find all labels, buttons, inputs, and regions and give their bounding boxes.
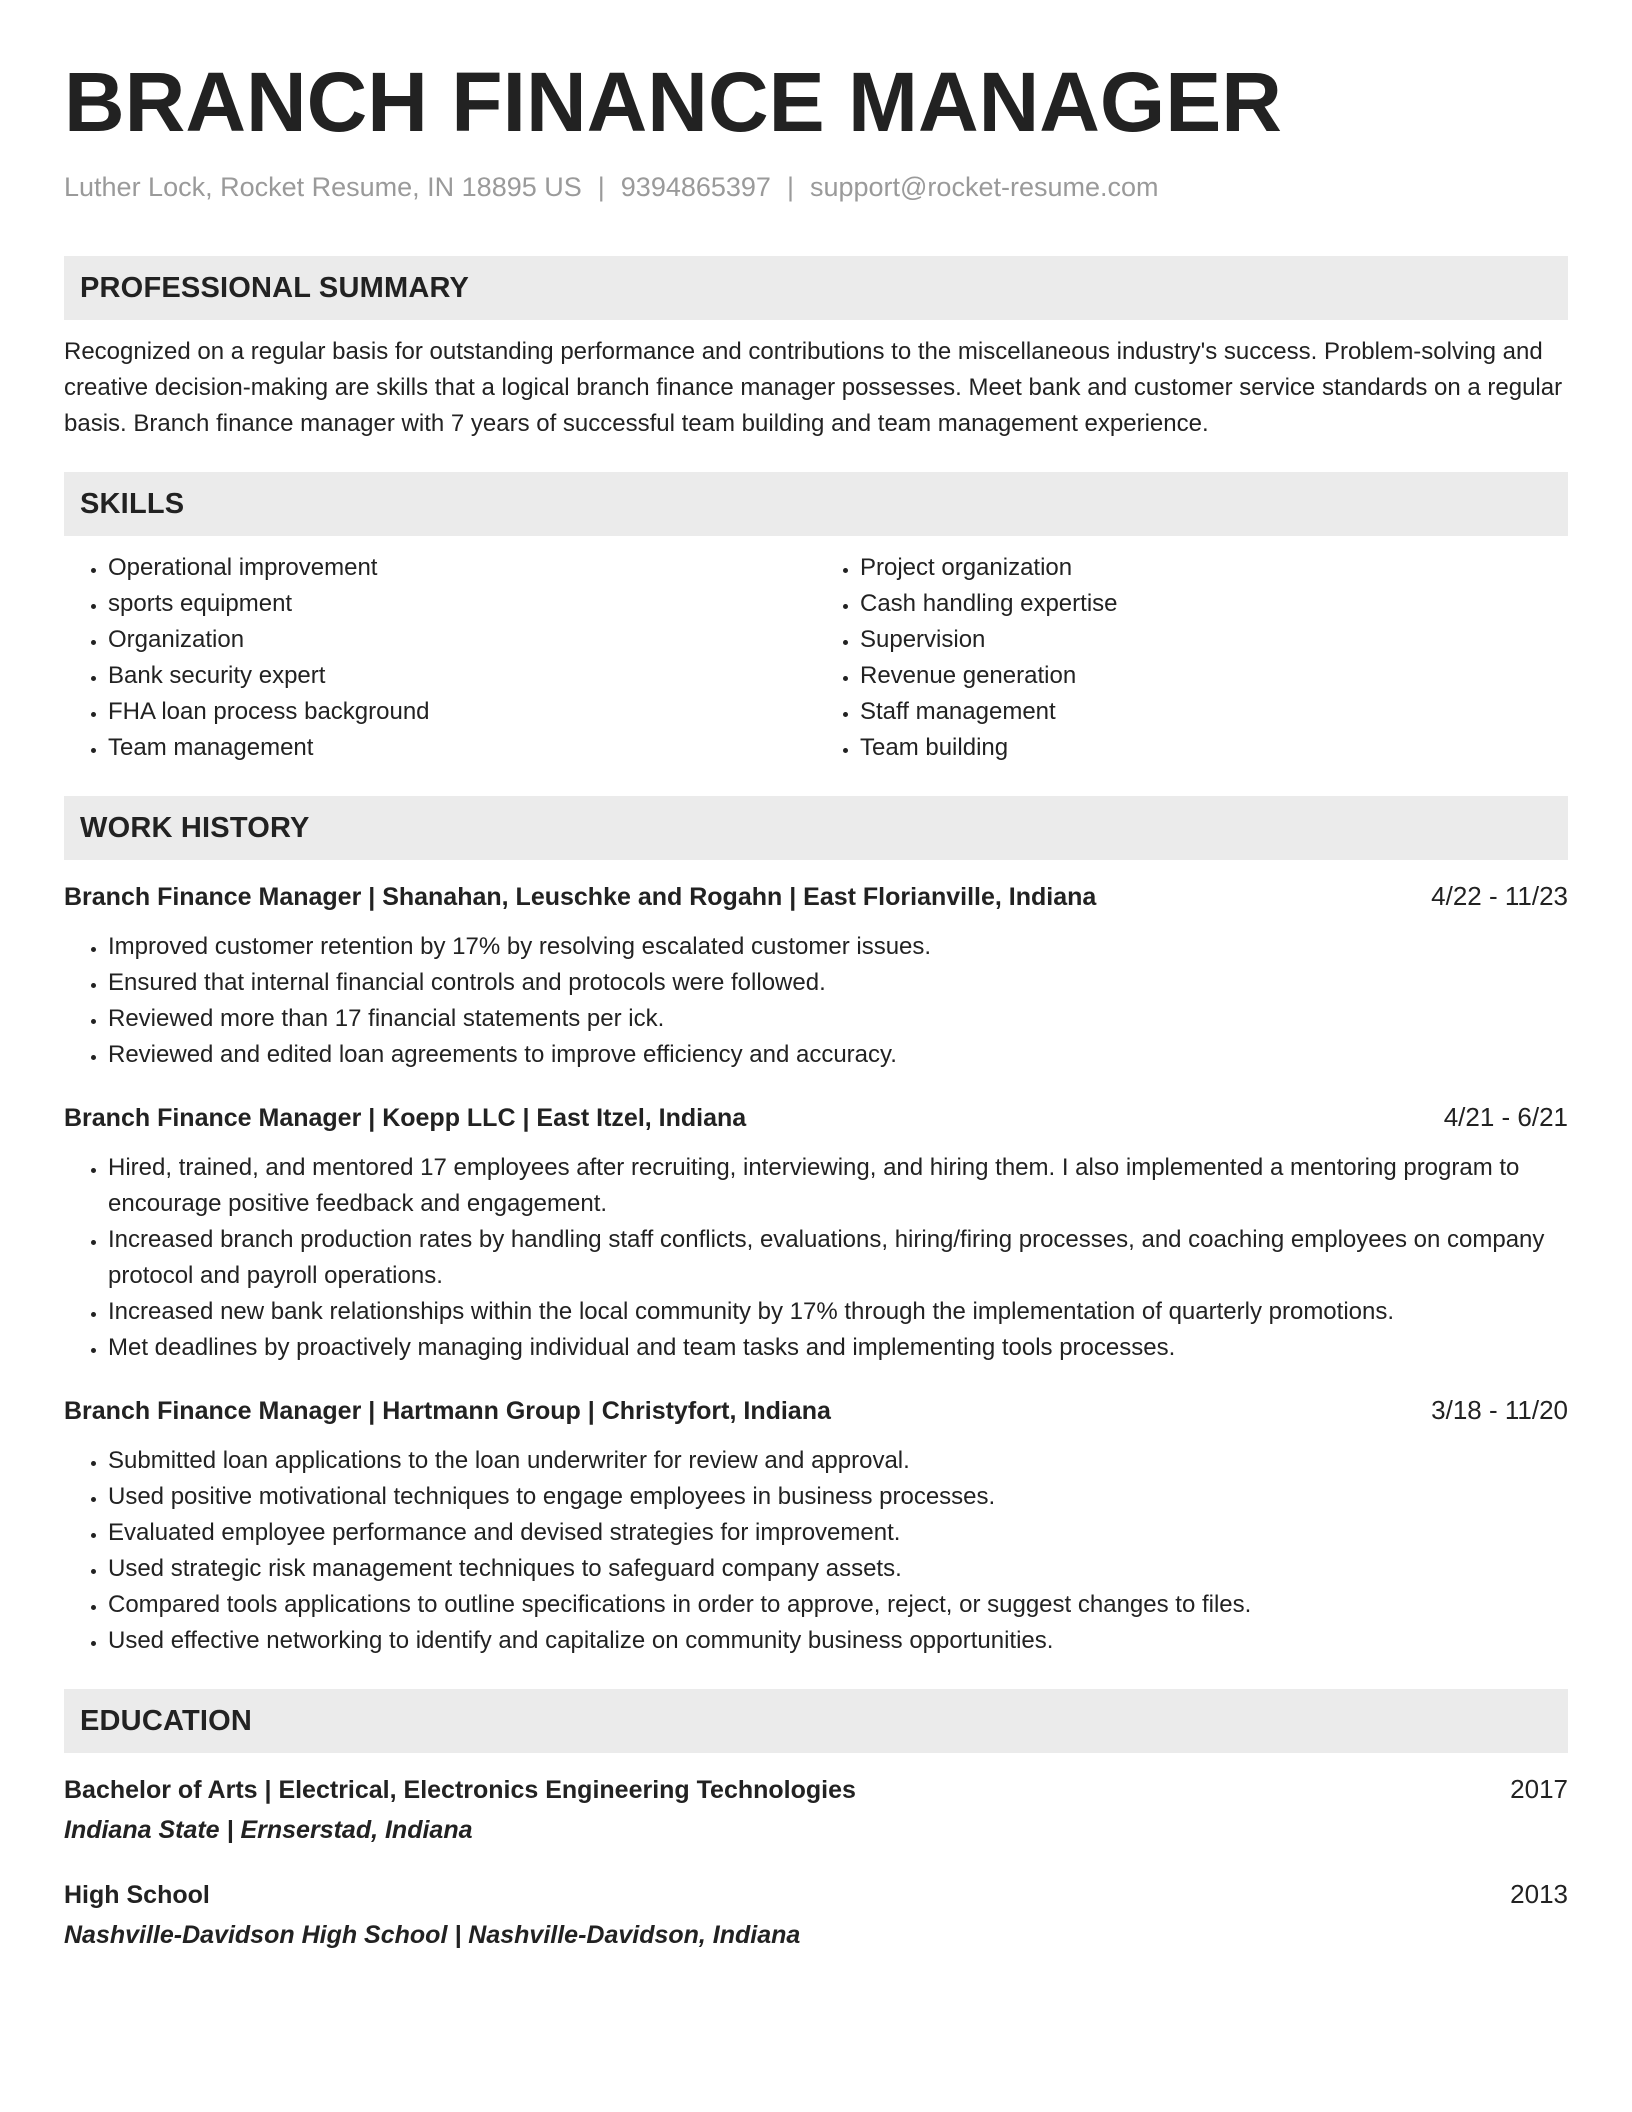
contact-phone: 9394865397: [620, 172, 771, 202]
education-header: [64, 1771, 1568, 1808]
skill-item: • Operational improvement: [108, 550, 816, 586]
section-header-education: EDUCATION: [64, 1689, 1568, 1753]
section-header-summary: PROFESSIONAL SUMMARY: [64, 256, 1568, 320]
section-header-work-history: WORK HISTORY: [64, 796, 1568, 860]
section-header-skills: SKILLS: [64, 472, 1568, 536]
resume-title: BRANCH FINANCE MANAGER: [64, 55, 1282, 149]
contact-line: [64, 170, 1568, 204]
skill-item: • Staff management: [860, 694, 1568, 730]
job-header: [64, 1392, 1568, 1429]
education-entry: [64, 1876, 1568, 1953]
education-year: 2017: [1510, 1774, 1568, 1804]
education-header: [64, 1876, 1568, 1913]
job-bullet: • Submitted loan applications to the loan underwriter for review and approval.: [108, 1443, 1568, 1479]
contact-address: Luther Lock, Rocket Resume, IN 18895 US: [64, 172, 582, 202]
skill-item: • Project organization: [860, 550, 1568, 586]
skill-item: • FHA loan process background: [108, 694, 816, 730]
job-dates: 4/21 - 6/21: [1443, 1102, 1568, 1132]
job-bullet: • Increased new bank relationships within the local community by 17% through the implementation of quarterly promotions.: [108, 1294, 1568, 1330]
education-school: Nashville-Davidson High School | Nashville-Davidson, Indiana: [64, 1921, 801, 1949]
job-dates: 4/22 - 11/23: [1431, 881, 1568, 911]
skill-item: • sports equipment: [108, 586, 816, 622]
skill-item: • Cash handling expertise: [860, 586, 1568, 622]
summary-text: Recognized on a regular basis for outstanding performance and contributions to the miscellaneous industry's success. Problem-solving and creative decision-making are skills that a logical branch finance manager possesses. Meet bank and customer service standards on a regular basis. Branch finance manager with 7 years of successful team building and team management experience.: [64, 338, 1563, 437]
job-bullets: [64, 1150, 1568, 1366]
job-header: [64, 1099, 1568, 1136]
contact-email: support@rocket-resume.com: [809, 172, 1159, 202]
job-bullets: [64, 929, 1568, 1073]
job-bullet: • Improved customer retention by 17% by resolving escalated customer issues.: [108, 929, 1568, 965]
job-bullet: • Compared tools applications to outline specifications in order to approve, reject, or suggest changes to files.: [108, 1587, 1568, 1623]
job-bullet: • Hired, trained, and mentored 17 employees after recruiting, interviewing, and hiring them. I also implemented a mentoring program to encourage positive feedback and engagement.: [108, 1150, 1568, 1222]
education-entry: [64, 1771, 1568, 1848]
job-bullet: • Reviewed and edited loan agreements to improve efficiency and accuracy.: [108, 1037, 1568, 1073]
skill-item: • Revenue generation: [860, 658, 1568, 694]
skill-item: • Bank security expert: [108, 658, 816, 694]
skill-item: • Supervision: [860, 622, 1568, 658]
job-bullet: • Used effective networking to identify and capitalize on community business opportunities.: [108, 1623, 1568, 1659]
job-entry: [64, 1099, 1568, 1366]
skills-column-left: [64, 550, 816, 766]
job-bullet: • Ensured that internal financial controls and protocols were followed.: [108, 965, 1568, 1001]
contact-separator: |: [597, 172, 605, 202]
skills-column-right: [816, 550, 1568, 766]
skill-item: • Organization: [108, 622, 816, 658]
contact-separator: |: [786, 172, 794, 202]
skill-item: • Team building: [860, 730, 1568, 766]
skill-item: • Team management: [108, 730, 816, 766]
job-entry: [64, 1392, 1568, 1659]
job-bullet: • Used positive motivational techniques to engage employees in business processes.: [108, 1479, 1568, 1515]
skills-list: [64, 550, 1568, 766]
job-heading: Branch Finance Manager | Koepp LLC | East Itzel, Indiana: [64, 1104, 747, 1132]
education-year: 2013: [1510, 1879, 1568, 1909]
education-school: Indiana State | Ernserstad, Indiana: [64, 1816, 473, 1844]
education-degree: High School: [64, 1881, 210, 1909]
job-bullet: • Evaluated employee performance and devised strategies for improvement.: [108, 1515, 1568, 1551]
job-dates: 3/18 - 11/20: [1431, 1395, 1568, 1425]
job-heading: Branch Finance Manager | Shanahan, Leuschke and Rogahn | East Florianville, Indiana: [64, 883, 1097, 911]
job-bullet: • Used strategic risk management techniques to safeguard company assets.: [108, 1551, 1568, 1587]
job-bullets: [64, 1443, 1568, 1659]
job-entry: [64, 878, 1568, 1073]
job-header: [64, 878, 1568, 915]
job-heading: Branch Finance Manager | Hartmann Group | Christyfort, Indiana: [64, 1397, 831, 1425]
job-bullet: • Reviewed more than 17 financial statements per ick.: [108, 1001, 1568, 1037]
job-bullet: • Increased branch production rates by handling staff conflicts, evaluations, hiring/firing processes, and coaching employees on company protocol and payroll operations.: [108, 1222, 1568, 1294]
job-bullet: • Met deadlines by proactively managing individual and team tasks and implementing tools processes.: [108, 1330, 1568, 1366]
education-degree: Bachelor of Arts | Electrical, Electronics Engineering Technologies: [64, 1776, 856, 1804]
